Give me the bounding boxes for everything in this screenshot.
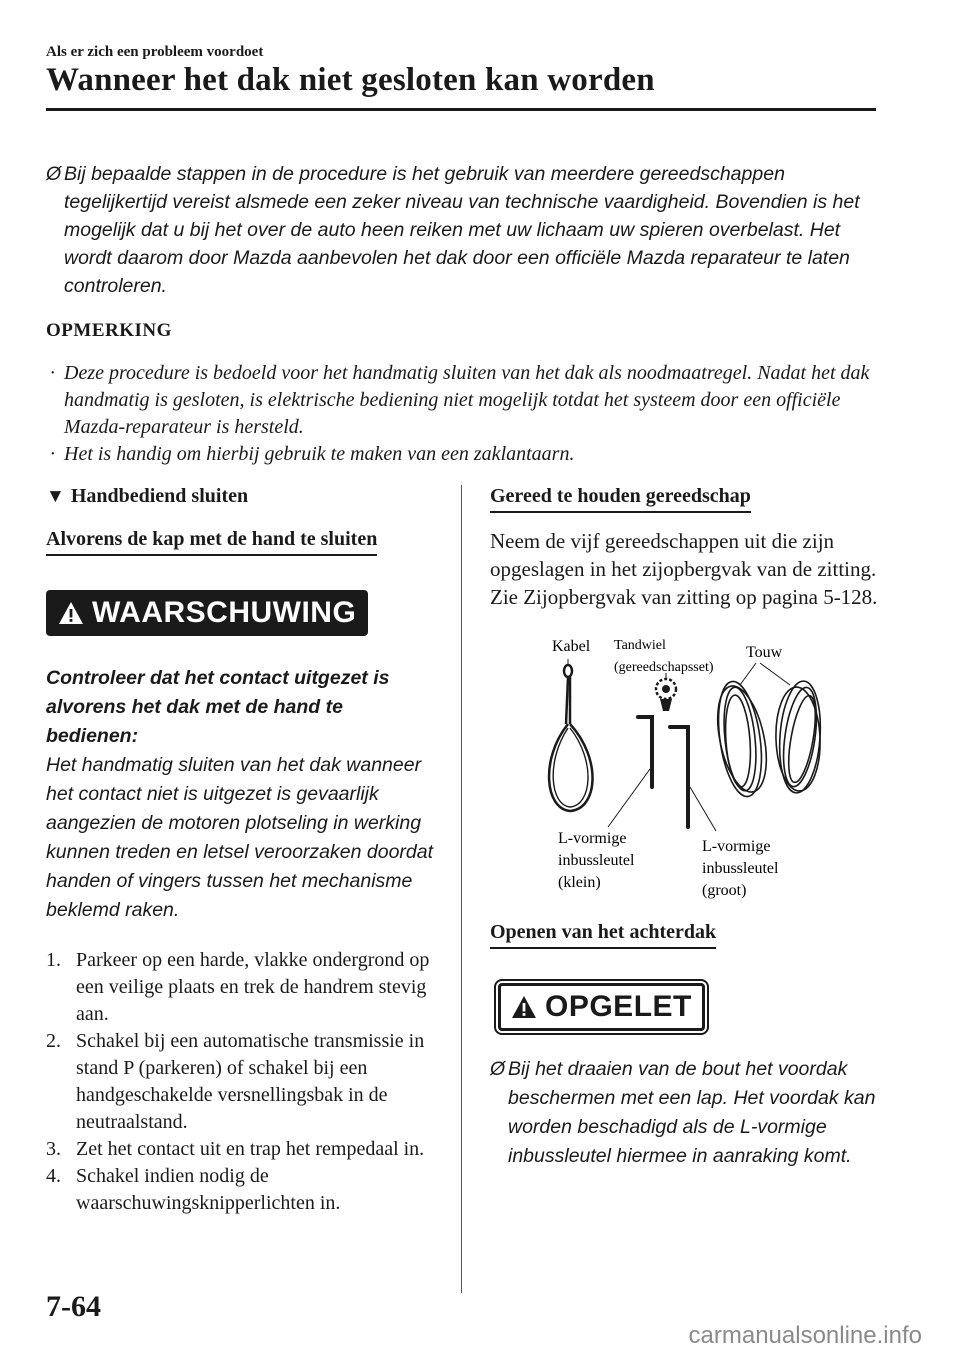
step-number: 2. bbox=[46, 1030, 61, 1052]
subheading: Alvorens de kap met de hand te sluiten bbox=[46, 528, 377, 556]
step-item bbox=[46, 1028, 436, 1136]
step-text: Schakel bij een automatische transmissie in stand P (parkeren) of schakel bij een handgeschakelde versnellingsbak in de neutraalstand. bbox=[76, 1030, 425, 1133]
note-list bbox=[46, 360, 876, 468]
note-heading: OPMERKING bbox=[46, 320, 172, 341]
page-title: Wanneer het dak niet gesloten kan worden bbox=[46, 62, 655, 98]
bullet-icon: · bbox=[50, 443, 55, 465]
label-large-key-1: L-vormige bbox=[702, 838, 771, 855]
step-text: Zet het contact uit en trap het rempedaal in. bbox=[76, 1138, 425, 1160]
caution-paragraph bbox=[46, 160, 886, 300]
cable-icon bbox=[549, 665, 592, 811]
step-text: Schakel indien nodig de waarschuwingsknipperlichten in. bbox=[76, 1165, 341, 1214]
label-tandwiel: Tandwiel bbox=[614, 638, 666, 653]
arrow-icon: Ø bbox=[46, 163, 62, 185]
bullet-icon: · bbox=[50, 362, 55, 384]
label-large-key-2: inbussleutel bbox=[702, 860, 779, 877]
label-tandwiel-set: (gereedschapsset) bbox=[614, 660, 714, 675]
step-number: 4. bbox=[46, 1165, 61, 1187]
note-item bbox=[46, 441, 876, 468]
warning-body bbox=[46, 664, 436, 925]
step-text: Parkeer op een harde, vlakke ondergrond op een veilige plaats en trek de handrem stevig aan. bbox=[76, 949, 430, 1025]
step-number: 3. bbox=[46, 1138, 61, 1160]
note-item bbox=[46, 360, 876, 441]
caution-text: Bij bepaalde stappen in de procedure is het gebruik van meerdere gereedschappen tegelijkertijd vereist alsmede een zeker niveau van technische vaardigheid. Bovendien is het mogelijk dat u bij het over de auto heen reiken met uw lichaam uw spieren overbelast. Het wordt daarom door Mazda aanbevolen het dak door een officiële Mazda reparateur te laten controleren. bbox=[64, 163, 860, 297]
tools-text: Neem de vijf gereedschappen uit die zijn opgeslagen in het zijopbergvak van de zitting. bbox=[490, 529, 877, 581]
step-number: 1. bbox=[46, 949, 61, 971]
step-item bbox=[46, 1136, 436, 1163]
step-item bbox=[46, 1163, 436, 1217]
arrow-icon: Ø bbox=[490, 1058, 506, 1080]
watermark: carmanualsonline.info bbox=[688, 1322, 922, 1349]
rope-icon bbox=[709, 679, 824, 799]
warning-bold-text: Controleer dat het contact uitgezet is alvorens het dak met de hand te bedienen: bbox=[46, 667, 390, 747]
note-item-text: Deze procedure is bedoeld voor het handmatig sluiten van het dak als noodmaatregel. Nadat het dak handmatig is gesloten, is elektrische bediening niet mogelijk totdat het systeem door een officiële Mazda-reparateur is hersteld. bbox=[64, 362, 870, 438]
open-heading: Openen van het achterdak bbox=[490, 921, 716, 949]
warning-triangle-icon bbox=[58, 601, 84, 625]
triangle-down-icon: ▼ bbox=[46, 486, 65, 507]
section-heading-text: Handbediend sluiten bbox=[70, 485, 249, 507]
warning-label: WAARSCHUWING bbox=[92, 596, 357, 629]
tools-figure bbox=[490, 619, 830, 909]
column-divider bbox=[461, 485, 462, 1293]
label-kabel: Kabel bbox=[552, 638, 591, 655]
section-heading bbox=[46, 485, 436, 508]
caution-label: OPGELET bbox=[545, 990, 692, 1023]
note-item-text: Het is handig om hierbij gebruik te maken van een zaklantaarn. bbox=[64, 443, 575, 465]
caution-body-text: Bij het draaien van de bout het voordak beschermen met een lap. Het voordak kan worden beschadigd als de L-vormige inbussleutel hiermee in aanraking komt. bbox=[508, 1058, 876, 1167]
label-touw: Touw bbox=[746, 644, 783, 661]
steps-list bbox=[46, 947, 436, 1217]
warning-triangle-icon bbox=[511, 995, 537, 1019]
title-rule bbox=[46, 108, 876, 111]
caution-body bbox=[490, 1055, 890, 1171]
label-large-key-3: (groot) bbox=[702, 882, 747, 899]
label-small-key-2: inbussleutel bbox=[558, 852, 635, 869]
caution-badge bbox=[498, 983, 705, 1031]
warning-text: Het handmatig sluiten van het dak wanneer het contact niet is uitgezet is gevaarlijk aangezien de motoren plotseling in werking kunnen treden en letsel veroorzaken doordat handen of vingers tussen het mechanisme beklemd raken. bbox=[46, 754, 434, 921]
label-small-key-1: L-vormige bbox=[558, 830, 627, 847]
tools-reference: Zie Zijopbergvak van zitting op pagina 5-128. bbox=[490, 585, 878, 609]
section-label: Als er zich een probleem voordoet bbox=[46, 44, 264, 60]
warning-badge bbox=[46, 590, 368, 636]
left-column bbox=[46, 485, 436, 1217]
step-item bbox=[46, 947, 436, 1028]
tools-heading: Gereed te houden gereedschap bbox=[490, 485, 751, 513]
gear-icon bbox=[656, 673, 676, 711]
page-number: 7-64 bbox=[46, 1290, 101, 1323]
right-column bbox=[490, 485, 890, 1171]
large-hex-key-icon bbox=[670, 727, 688, 827]
label-small-key-3: (klein) bbox=[558, 874, 601, 891]
